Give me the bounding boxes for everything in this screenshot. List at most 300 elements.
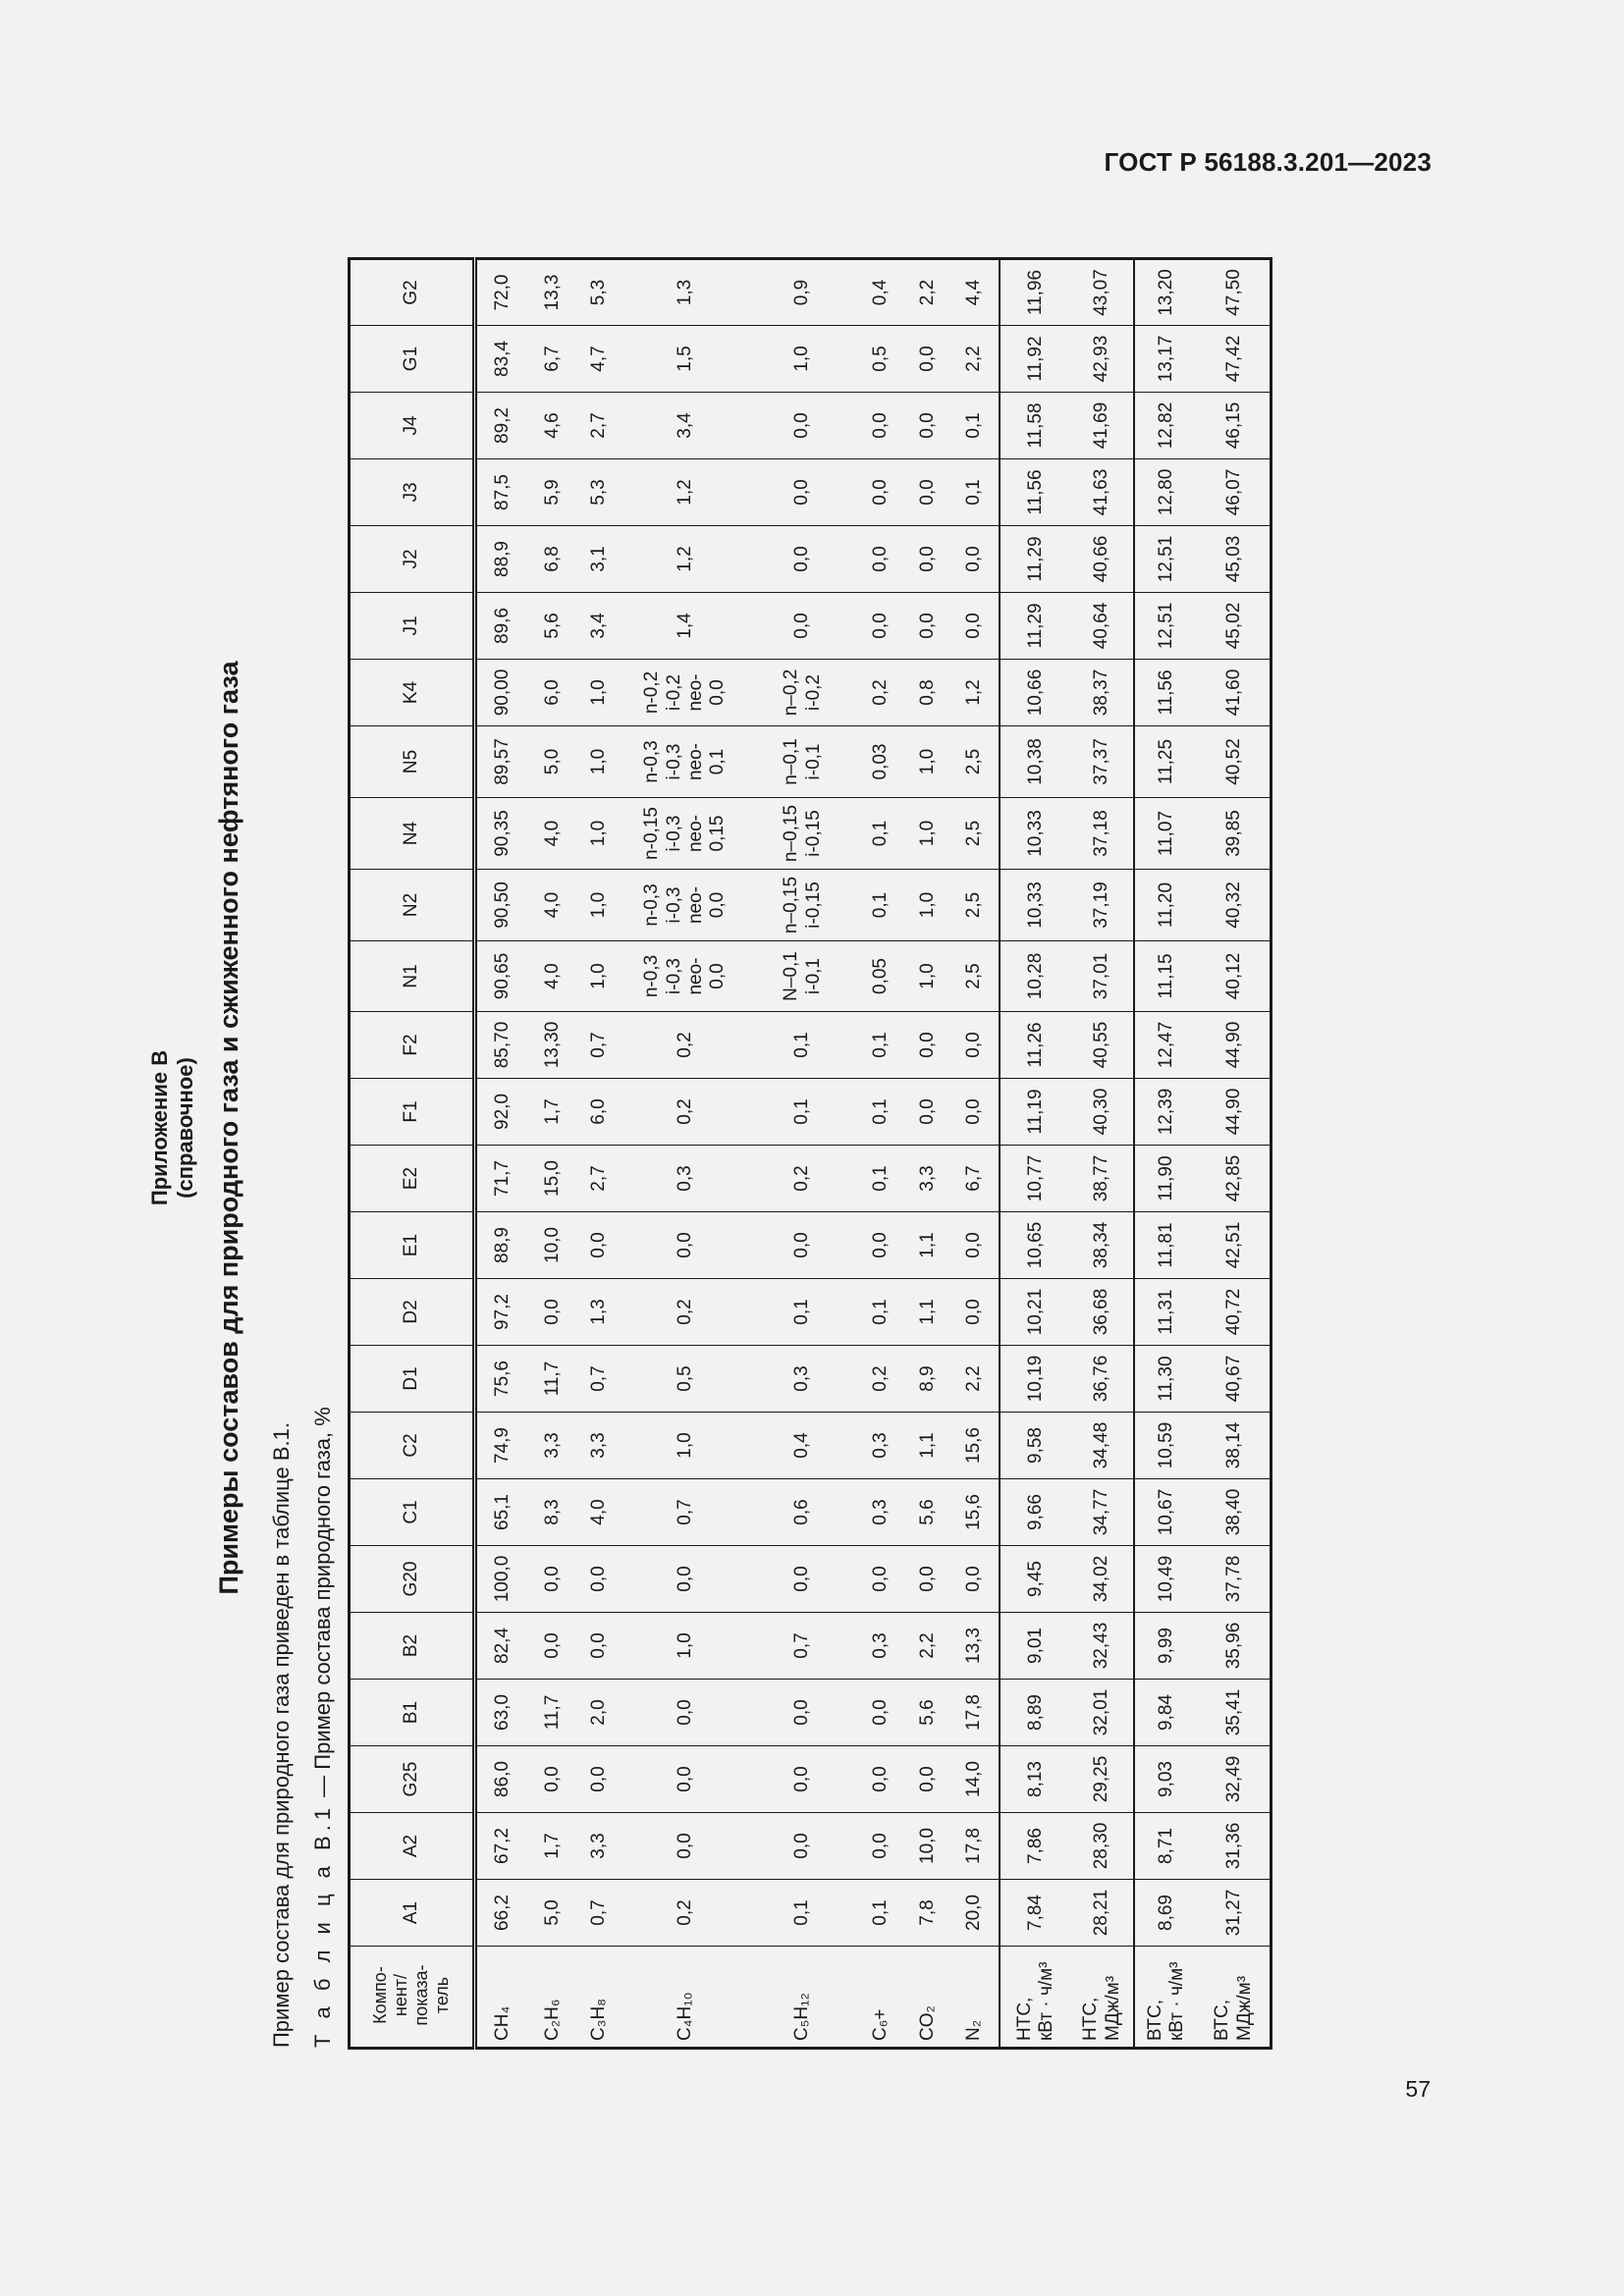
table-cell: 8,13 (1000, 1746, 1072, 1813)
table-row (750, 259, 856, 2049)
table-cell: 97,2 (475, 1279, 528, 1346)
column-header: J1 (350, 593, 475, 660)
table-cell: 66,2 (475, 1880, 528, 1947)
table-cell: 0,0 (856, 593, 906, 660)
table-cell: 11,96 (1000, 259, 1072, 326)
table-cell: 17,8 (950, 1813, 1000, 1880)
table-cell: 11,19 (1000, 1079, 1072, 1146)
table-cell: 10,33 (1000, 870, 1072, 941)
table-cell: 5,3 (578, 459, 622, 526)
table-row (622, 259, 750, 2049)
table-cell: 0,0 (622, 1212, 750, 1279)
table-cell: 1,0 (906, 870, 950, 941)
table-cell: 0,3 (750, 1346, 856, 1413)
table-cell: 4,0 (528, 798, 578, 870)
table-cell: 8,9 (906, 1346, 950, 1413)
table-cell: 11,56 (1134, 660, 1199, 726)
table-cell: 0,2 (856, 1346, 906, 1413)
table-cell: 38,37 (1072, 660, 1134, 726)
appendix-heading (147, 206, 198, 2050)
table-cell: 0,3 (856, 1413, 906, 1479)
table-row (475, 259, 528, 2049)
table-cell: 31,27 (1199, 1880, 1272, 1947)
table-cell: 1,0 (578, 660, 622, 726)
table-cell: 0,0 (950, 1079, 1000, 1146)
table-cell: 10,0 (906, 1813, 950, 1880)
table-cell: 0,0 (950, 1279, 1000, 1346)
table-cell: 1,0 (622, 1413, 750, 1479)
table-cell: 1,7 (528, 1813, 578, 1880)
table-cell: 0,0 (906, 1079, 950, 1146)
table-cell: 0,05 (856, 941, 906, 1012)
table-cell: 5,0 (528, 726, 578, 798)
table-cell: 40,64 (1072, 593, 1134, 660)
table-cell: 0,0 (906, 1012, 950, 1079)
table-cell: 0,0 (950, 1546, 1000, 1613)
column-header: N1 (350, 941, 475, 1012)
table-cell: 45,02 (1199, 593, 1272, 660)
table-cell: 38,40 (1199, 1479, 1272, 1546)
column-header: E1 (350, 1212, 475, 1279)
table-cell: 90,00 (475, 660, 528, 726)
table-cell: 90,35 (475, 798, 528, 870)
table-cell: 72,0 (475, 259, 528, 326)
table-cell: 43,07 (1072, 259, 1134, 326)
table-cell: 0,4 (856, 259, 906, 326)
table-cell: n-0,15 i-0,3 neo- 0,15 (622, 798, 750, 870)
row-label: C₅H₁₂ (750, 1947, 856, 2049)
table-cell: 7,8 (906, 1880, 950, 1947)
column-header: J4 (350, 393, 475, 459)
table-cell: 1,0 (622, 1613, 750, 1680)
table-cell: 0,0 (906, 1546, 950, 1613)
table-cell: 1,7 (528, 1079, 578, 1146)
table-cell: 0,9 (750, 259, 856, 326)
table-cell: 10,67 (1134, 1479, 1199, 1546)
table-cell: 2,7 (578, 1146, 622, 1212)
table-cell: 11,81 (1134, 1212, 1199, 1279)
table-cell: 10,28 (1000, 941, 1072, 1012)
table-cell: 34,77 (1072, 1479, 1134, 1546)
table-cell: 85,70 (475, 1012, 528, 1079)
table-cell: 0,0 (528, 1613, 578, 1680)
table-cell: 100,0 (475, 1546, 528, 1613)
table-caption-label: Т а б л и ц а В.1 (310, 1802, 335, 2048)
table-cell: 15,0 (528, 1146, 578, 1212)
table-cell: 0,0 (750, 593, 856, 660)
corner-header: Компо- нент/ показа- тель (350, 1947, 475, 2049)
table-cell: 2,2 (906, 1613, 950, 1680)
appendix-type: (справочное) (173, 1057, 197, 1199)
table-cell: n-0,2 i-0,2 neo- 0,0 (622, 660, 750, 726)
table-cell: 5,6 (906, 1680, 950, 1746)
table-cell: 13,3 (528, 259, 578, 326)
table-cell: 0,0 (950, 1012, 1000, 1079)
table-cell: 0,0 (906, 593, 950, 660)
table-cell: 7,86 (1000, 1813, 1072, 1880)
table-cell: 2,5 (950, 798, 1000, 870)
table-cell: 74,9 (475, 1413, 528, 1479)
row-label: CO₂ (906, 1947, 950, 2049)
table-cell: 11,7 (528, 1680, 578, 1746)
column-header: J3 (350, 459, 475, 526)
table-cell: 2,7 (578, 393, 622, 459)
table-cell: 8,89 (1000, 1680, 1072, 1746)
table-cell: n-0,3 i-0,3 neo- 0,1 (622, 726, 750, 798)
table-cell: 0,0 (950, 526, 1000, 593)
table-cell: 11,30 (1134, 1346, 1199, 1413)
table-cell: 0,0 (622, 1680, 750, 1746)
table-cell: 0,0 (622, 1746, 750, 1813)
table-row (906, 259, 950, 2049)
table-cell: 0,1 (750, 1880, 856, 1947)
table-cell: 0,3 (856, 1613, 906, 1680)
table-cell: 0,0 (578, 1746, 622, 1813)
table-cell: 3,3 (578, 1413, 622, 1479)
table-cell: 11,29 (1000, 526, 1072, 593)
table-cell: 0,0 (906, 1746, 950, 1813)
table-cell: 46,07 (1199, 459, 1272, 526)
row-label: НТС, МДж/м³ (1072, 1947, 1134, 2049)
table-cell: 42,85 (1199, 1146, 1272, 1212)
table-cell: 0,0 (750, 1680, 856, 1746)
table-row (950, 259, 1000, 2049)
table-cell: 4,6 (528, 393, 578, 459)
table-cell: n–0,15 i-0,15 (750, 870, 856, 941)
table-cell: 1,0 (578, 798, 622, 870)
column-header: F1 (350, 1079, 475, 1146)
table-cell: 12,51 (1134, 593, 1199, 660)
table-cell: 6,0 (528, 660, 578, 726)
table-cell: 9,84 (1134, 1680, 1199, 1746)
table-cell: 44,90 (1199, 1079, 1272, 1146)
table-cell: 0,0 (622, 1813, 750, 1880)
table-cell: 36,76 (1072, 1346, 1134, 1413)
table-cell: 2,2 (950, 1346, 1000, 1413)
table-cell: 3,3 (578, 1813, 622, 1880)
table-cell: 0,1 (856, 1012, 906, 1079)
table-cell: 2,0 (578, 1680, 622, 1746)
table-cell: 9,01 (1000, 1613, 1072, 1680)
table-cell: 11,26 (1000, 1012, 1072, 1079)
table-cell: 40,72 (1199, 1279, 1272, 1346)
table-cell: 32,01 (1072, 1680, 1134, 1746)
table-cell: 2,2 (950, 326, 1000, 393)
table-cell: 0,3 (622, 1146, 750, 1212)
column-header: B1 (350, 1680, 475, 1746)
gas-composition-table (348, 257, 1272, 2050)
row-label: C₄H₁₀ (622, 1947, 750, 2049)
table-cell: 38,34 (1072, 1212, 1134, 1279)
table-row (1000, 259, 1072, 2049)
table-cell: 0,1 (856, 1079, 906, 1146)
table-cell: 2,5 (950, 726, 1000, 798)
table-cell: 12,47 (1134, 1012, 1199, 1079)
table-cell: 10,19 (1000, 1346, 1072, 1413)
table-cell: 0,0 (750, 1813, 856, 1880)
document-code: ГОСТ Р 56188.3.201—2023 (1104, 147, 1432, 177)
table-caption (310, 1407, 336, 2048)
table-cell: 0,8 (906, 660, 950, 726)
table-cell: 83,4 (475, 326, 528, 393)
table-cell: 0,0 (856, 526, 906, 593)
table-cell: 42,51 (1199, 1212, 1272, 1279)
column-header: N5 (350, 726, 475, 798)
table-cell: 45,03 (1199, 526, 1272, 593)
table-cell: 12,80 (1134, 459, 1199, 526)
table-cell: 0,0 (750, 459, 856, 526)
table-cell: 1,0 (906, 726, 950, 798)
column-header: E2 (350, 1146, 475, 1212)
table-cell: 11,29 (1000, 593, 1072, 660)
table-cell: 0,0 (856, 1813, 906, 1880)
table-cell: 40,67 (1199, 1346, 1272, 1413)
table-cell: 35,96 (1199, 1613, 1272, 1680)
table-cell: 86,0 (475, 1746, 528, 1813)
table-cell: 0,2 (622, 1012, 750, 1079)
column-header: D2 (350, 1279, 475, 1346)
table-cell: 89,2 (475, 393, 528, 459)
table-cell: 38,14 (1199, 1413, 1272, 1479)
table-cell: 12,51 (1134, 526, 1199, 593)
table-cell: 4,7 (578, 326, 622, 393)
table-cell: 0,0 (906, 526, 950, 593)
table-cell: 0,0 (856, 1546, 906, 1613)
table-cell: 20,0 (950, 1880, 1000, 1947)
table-cell: 0,0 (906, 459, 950, 526)
table-cell: 0,0 (528, 1279, 578, 1346)
table-cell: 1,2 (622, 526, 750, 593)
table-cell: 34,02 (1072, 1546, 1134, 1613)
table-cell: 28,30 (1072, 1813, 1134, 1880)
table-cell: 42,93 (1072, 326, 1134, 393)
section-title: Примеры составов для природного газа и сжиженного нефтяного газа (214, 661, 244, 1595)
appendix-label: Приложение В (147, 1049, 172, 1206)
table-cell: 0,1 (950, 459, 1000, 526)
table-cell: 0,1 (750, 1012, 856, 1079)
table-cell: 40,30 (1072, 1079, 1134, 1146)
column-header: G2 (350, 259, 475, 326)
table-cell: 0,2 (750, 1146, 856, 1212)
table-cell: 0,3 (856, 1479, 906, 1546)
table-cell: 10,66 (1000, 660, 1072, 726)
table-cell: 0,0 (906, 326, 950, 393)
table-cell: 12,82 (1134, 393, 1199, 459)
table-cell: 1,0 (578, 726, 622, 798)
table-cell: 0,7 (578, 1346, 622, 1413)
table-cell: n-0,3 i-0,3 neo- 0,0 (622, 870, 750, 941)
table-cell: 5,6 (528, 593, 578, 660)
table-cell: 0,0 (578, 1546, 622, 1613)
table-cell: 10,21 (1000, 1279, 1072, 1346)
table-cell: 40,32 (1199, 870, 1272, 941)
column-header: C1 (350, 1479, 475, 1546)
table-cell: 32,43 (1072, 1613, 1134, 1680)
table-cell: 1,0 (906, 798, 950, 870)
table-cell: 17,8 (950, 1680, 1000, 1746)
table-cell: 29,25 (1072, 1746, 1134, 1813)
table-cell: 2,5 (950, 870, 1000, 941)
table-cell: 31,36 (1199, 1813, 1272, 1880)
table-cell: 0,0 (750, 1546, 856, 1613)
table-cell: 0,2 (622, 1880, 750, 1947)
table-cell: 15,6 (950, 1479, 1000, 1546)
table-row (1199, 259, 1272, 2049)
table-cell: 36,68 (1072, 1279, 1134, 1346)
table-cell: 10,59 (1134, 1413, 1199, 1479)
table-cell: 90,65 (475, 941, 528, 1012)
table-cell: 40,12 (1199, 941, 1272, 1012)
column-header: A2 (350, 1813, 475, 1880)
table-cell: 5,9 (528, 459, 578, 526)
column-header: G25 (350, 1746, 475, 1813)
table-cell: 0,4 (750, 1413, 856, 1479)
table-cell: 41,60 (1199, 660, 1272, 726)
table-cell: 1,3 (578, 1279, 622, 1346)
table-cell: 11,7 (528, 1346, 578, 1413)
table-cell: 63,0 (475, 1680, 528, 1746)
table-cell: 3,4 (578, 593, 622, 660)
table-cell: 89,6 (475, 593, 528, 660)
table-cell: 0,1 (750, 1079, 856, 1146)
table-cell: 1,0 (750, 326, 856, 393)
table-row (856, 259, 906, 2049)
column-header: K4 (350, 660, 475, 726)
table-cell: 0,2 (622, 1079, 750, 1146)
table-cell: 0,0 (578, 1212, 622, 1279)
table-cell: 34,48 (1072, 1413, 1134, 1479)
table-cell: 37,37 (1072, 726, 1134, 798)
table-cell: 37,01 (1072, 941, 1134, 1012)
table-cell: 0,0 (578, 1613, 622, 1680)
column-header: G20 (350, 1546, 475, 1613)
table-cell: 13,30 (528, 1012, 578, 1079)
table-cell: 9,66 (1000, 1479, 1072, 1546)
table-cell: 0,2 (856, 660, 906, 726)
table-cell: 90,50 (475, 870, 528, 941)
table-cell: 10,65 (1000, 1212, 1072, 1279)
table-cell: 4,0 (528, 941, 578, 1012)
table-cell: 82,4 (475, 1613, 528, 1680)
table-cell: 3,1 (578, 526, 622, 593)
table-cell: 7,84 (1000, 1880, 1072, 1947)
table-cell: 40,66 (1072, 526, 1134, 593)
row-label: ВТС, МДж/м³ (1199, 1947, 1272, 2049)
table-cell: 92,0 (475, 1079, 528, 1146)
column-header: G1 (350, 326, 475, 393)
table-cell: 4,0 (528, 870, 578, 941)
table-cell: 0,1 (856, 1279, 906, 1346)
table-cell: 41,63 (1072, 459, 1134, 526)
table-cell: 6,7 (950, 1146, 1000, 1212)
table-cell: 10,33 (1000, 798, 1072, 870)
table-cell: 0,0 (528, 1546, 578, 1613)
row-label: НТС, кВт · ч/м³ (1000, 1947, 1072, 2049)
table-cell: 0,1 (856, 1146, 906, 1212)
table-cell: 10,0 (528, 1212, 578, 1279)
table-cell: 11,20 (1134, 870, 1199, 941)
table-cell: 13,3 (950, 1613, 1000, 1680)
table-cell: 0,0 (856, 393, 906, 459)
table-cell: 10,38 (1000, 726, 1072, 798)
table-cell: n–0,2 i-0,2 (750, 660, 856, 726)
table-cell: 38,77 (1072, 1146, 1134, 1212)
table-cell: 65,1 (475, 1479, 528, 1546)
table-caption-text: — Пример состава природного газа, % (310, 1407, 335, 1803)
table-cell: 0,0 (906, 393, 950, 459)
table-cell: 5,6 (906, 1479, 950, 1546)
table-cell: 0,0 (750, 1212, 856, 1279)
table-cell: 46,15 (1199, 393, 1272, 459)
table-cell: 2,2 (906, 259, 950, 326)
table-cell: 15,6 (950, 1413, 1000, 1479)
table-cell: 11,58 (1000, 393, 1072, 459)
table-cell: 35,41 (1199, 1680, 1272, 1746)
table-cell: 0,0 (856, 1680, 906, 1746)
table-cell: 3,3 (528, 1413, 578, 1479)
table-cell: 11,25 (1134, 726, 1199, 798)
table-cell: 3,4 (622, 393, 750, 459)
table-cell: n-0,3 i-0,3 neo- 0,0 (622, 941, 750, 1012)
table-cell: 6,0 (578, 1079, 622, 1146)
table-cell: 37,19 (1072, 870, 1134, 941)
table-row (528, 259, 578, 2049)
table-cell: 5,3 (578, 259, 622, 326)
table-cell: 0,0 (750, 393, 856, 459)
column-header: N2 (350, 870, 475, 941)
table-cell: 0,0 (950, 1212, 1000, 1279)
table-cell: 11,56 (1000, 459, 1072, 526)
page-number: 57 (1405, 2076, 1431, 2102)
column-header: J2 (350, 526, 475, 593)
table-cell: 14,0 (950, 1746, 1000, 1813)
table-cell: 11,07 (1134, 798, 1199, 870)
table-cell: 1,0 (578, 941, 622, 1012)
table-cell: 0,1 (856, 1880, 906, 1947)
table-cell: 88,9 (475, 526, 528, 593)
table-cell: 0,1 (750, 1279, 856, 1346)
table-cell: 0,0 (856, 1746, 906, 1813)
table-cell: 0,7 (578, 1880, 622, 1947)
table-cell: 4,4 (950, 259, 1000, 326)
table-cell: 0,0 (856, 459, 906, 526)
table-cell: 87,5 (475, 459, 528, 526)
column-header: N4 (350, 798, 475, 870)
table-cell: n–0,1 i-0,1 (750, 726, 856, 798)
row-label: N₂ (950, 1947, 1000, 2049)
table-cell: 0,7 (622, 1479, 750, 1546)
table-cell: 8,69 (1134, 1880, 1199, 1947)
table-cell: 1,1 (906, 1279, 950, 1346)
table-cell: 1,3 (622, 259, 750, 326)
table-cell: 40,55 (1072, 1012, 1134, 1079)
intro-paragraph: Пример состава для природного газа приведен в таблице В.1. (269, 1422, 294, 2048)
table-cell: 8,3 (528, 1479, 578, 1546)
table-cell: 3,3 (906, 1146, 950, 1212)
table-cell: 6,8 (528, 526, 578, 593)
table-cell: 11,92 (1000, 326, 1072, 393)
table-cell: 10,77 (1000, 1146, 1072, 1212)
table-cell: 9,99 (1134, 1613, 1199, 1680)
table-cell: 41,69 (1072, 393, 1134, 459)
table-cell: 32,49 (1199, 1746, 1272, 1813)
table-cell: 1,5 (622, 326, 750, 393)
table-cell: 8,71 (1134, 1813, 1199, 1880)
table-cell: 0,7 (750, 1613, 856, 1680)
table-cell: 1,0 (578, 870, 622, 941)
row-label: C₆+ (856, 1947, 906, 2049)
table-header-row (350, 259, 475, 2049)
